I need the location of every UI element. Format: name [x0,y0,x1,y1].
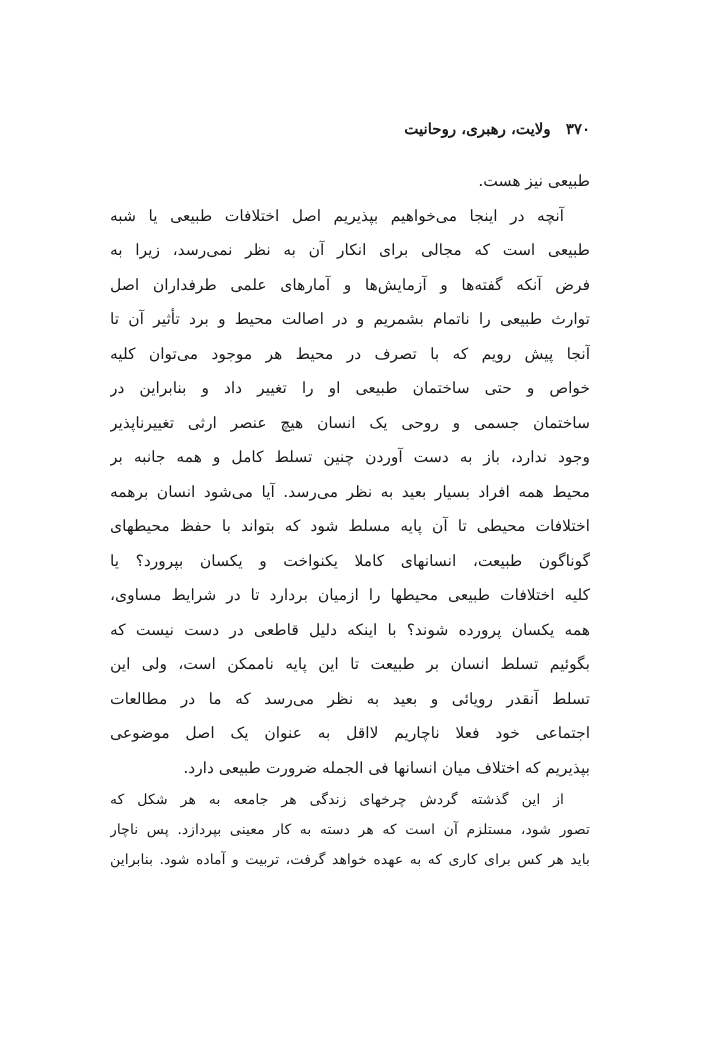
text-line: بگوئیم تسلط انسان بر طبیعت تا این پایه ناممکن است، ولی این [110,655,590,673]
text-line: تصور شود، مستلزم آن است که هر دسته به کار معینی بپردازد. پس ناچار [110,822,590,838]
page-number: ۳۷۰ [565,120,590,138]
text-line: اختلافات محیطی تا آن پایه مسلط شود که بتواند با حفظ محیطهای [110,517,590,535]
text-line: بپذیریم که اختلاف میان انسانها فی الجمله ضرورت طبیعی دارد. [183,758,590,777]
text-line: از این گذشته گردش چرخهای زندگی هر جامعه به هر شکل که [110,792,564,808]
text-line: وجود ندارد، باز به دست آوردن چنین تسلط کامل و همه جانبه بر [110,448,590,466]
chapter-title: ولایت، رهبری، روحانیت [404,120,551,138]
text-line: کلیه اختلافات طبیعی محیطها را ازمیان بردارد تا در شرایط مساوی، [110,586,590,604]
text-line: اجتماعی خود فعلا ناچاریم لااقل به عنوان یک اصل موضوعی [110,724,590,742]
body-text [110,164,590,875]
text-line: باید هر کس برای کاری که به عهده خواهد گرفت، تربیت و آماده شود. بنابراین [110,852,590,868]
text-line: طبیعی نیز هست. [478,172,590,190]
text-line: همه یکسان پرورده شوند؟ با اینکه دلیل قاطعی در دست نیست که [110,620,590,639]
text-line: آنجا پیش رویم که با تصرف در محیط هر موجود می‌توان کلیه [110,344,590,363]
running-header [118,120,590,144]
text-line: فرض آنکه گفته‌ها و آزمایش‌ها و آمارهای علمی طرفداران اصل [110,275,590,294]
text-line: طبیعی است که مجالی برای انکار آن به نظر نمی‌رسد، زیرا به [110,241,590,259]
text-line: خواص و حتی ساختمان طبیعی او را تغییر داد و بنابراین در [110,379,590,397]
text-line: ساختمان جسمی و روحی یک انسان هیچ عنصر ارثی تغییرناپذیر [110,413,590,432]
text-line: تسلط آنقدر رویائی و بعید به نظر می‌رسد که ما در مطالعات [110,689,590,708]
text-line: توارث طبیعی را ناتمام بشمریم و در اصالت محیط و برد تأثیر آن تا [110,310,590,328]
text-line: گوناگون طبیعت، انسانهای کاملا یکنواخت و یکسان بپرورد؟ یا [110,551,590,570]
text-line: محیط همه افراد بسیار بعید به نظر می‌رسد. آیا می‌شود انسان برهمه [110,482,590,501]
text-line: آنچه در اینجا می‌خواهیم بپذیریم اصل اختلافات طبیعی یا شبه [110,206,564,225]
